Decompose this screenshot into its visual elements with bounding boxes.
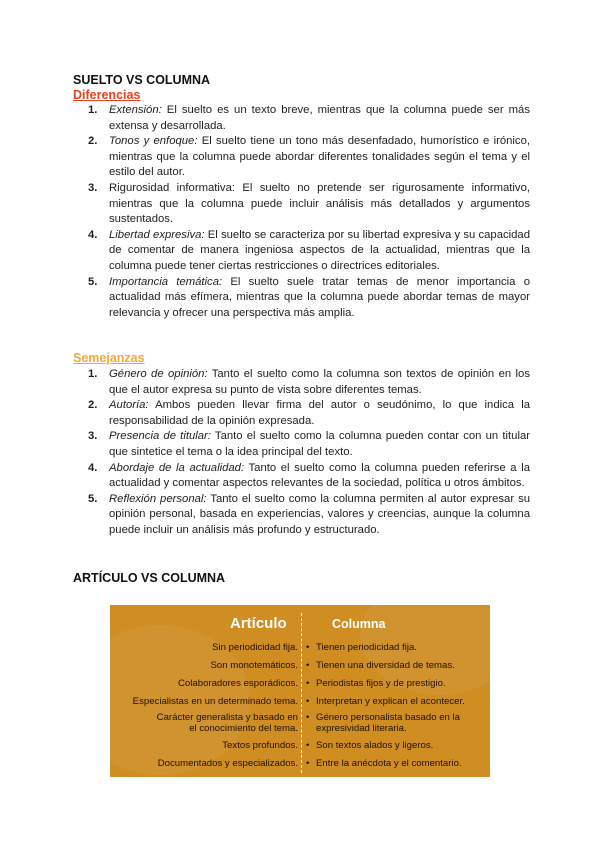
columna-item: • Son textos alados y ligeros. (306, 740, 434, 751)
articulo-item: Carácter generalista y basado en el conocimiento del tema. (156, 712, 298, 735)
similarities-heading: Semejanzas (73, 351, 145, 365)
bullet-icon: • (306, 660, 310, 671)
comparison-diagram (110, 605, 490, 777)
list-item: 2. Autoría: Ambos pueden llevar firma del autor o seudónimo, lo que indica la responsabilidad de la opinión expresada. (88, 399, 530, 427)
columna-item: • Género personalista basado en la expresividad literaria. (306, 712, 461, 735)
list-item: 3. Rigurosidad informativa: El suelto no pretende ser rigurosamente informativo, mientras que la columna puede incluir análisis más detallados y argumentos sustentados. (88, 181, 530, 226)
articulo-title: Artículo (230, 615, 287, 632)
list-item: 4. Libertad expresiva: El suelto se caracteriza por su libertad expresiva y su capacidad de comentar de manera ingeniosa aspectos de la actualidad, mientras que la columna puede tener ciertas restricciones o directrices editoriales. (88, 228, 530, 272)
articulo-item: Son monotemáticos. (210, 660, 298, 671)
columna-item: • Tienen periodicidad fija. (306, 642, 417, 653)
articulo-item: Especialistas en un determinado tema. (132, 696, 298, 707)
column-divider (301, 613, 303, 773)
columna-item: • Periodistas fijos y de prestigio. (306, 678, 446, 689)
section-title-articulo-vs-columna: ARTÍCULO VS COLUMNA (73, 571, 226, 585)
list-item: 4. Abordaje de la actualidad: Tanto el suelto como la columna pueden referirse a la actualidad y comentar aspectos relevantes de la sociedad, política u otros ámbitos. (88, 461, 531, 490)
bullet-icon: • (306, 712, 310, 723)
differences-heading: Diferencias (73, 88, 141, 102)
list-item: 3. Presencia de titular: Tanto el suelto como la columna pueden contar con un titular que sintetice el tema o la idea principal del texto. (88, 430, 531, 458)
similarities-list (88, 367, 530, 539)
bullet-icon: • (306, 758, 310, 769)
columna-item: • Tienen una diversidad de temas. (306, 660, 455, 671)
columna-title: Columna (332, 617, 386, 631)
bullet-icon: • (306, 696, 310, 707)
articulo-item: Colaboradores esporádicos. (178, 678, 298, 689)
bullet-icon: • (306, 678, 310, 689)
bullet-icon: • (306, 642, 310, 653)
section-title-suelto-vs-columna: SUELTO VS COLUMNA (73, 73, 211, 87)
columna-item: • Entre la anécdota y el comentario. (306, 758, 462, 769)
columna-item: • Interpretan y explican el acontecer. (306, 696, 465, 707)
articulo-item: Documentados y especializados. (157, 758, 298, 769)
list-item: 1. Género de opinión: Tanto el suelto como la columna son textos de opinión en los que el autor expresa su punto de vista sobre diferentes temas. (88, 368, 530, 396)
articulo-item: Sin periodicidad fija. (212, 642, 298, 653)
list-item: 2. Tonos y enfoque: El suelto tiene un tono más desenfadado, humorístico e irónico, mientras que la columna puede abordar diferentes tonalidades según el tema y el estilo del autor. (88, 135, 530, 179)
differences-list (88, 103, 530, 321)
list-item: 5. Reflexión personal: Tanto el suelto como la columna permiten al autor expresar su opinión personal, basada en experiencias, valores y creencias, aunque la columna puede incluir un análisis más profundo y estructurado. (88, 492, 531, 536)
list-item: 5. Importancia temática: El suelto suele tratar temas de menor importancia o actualidad más efímera, mientras que la columna puede abordar temas de mayor relevancia y ofrecer una perspectiva más amplia. (88, 275, 530, 319)
list-item: 1. Extensión: El suelto es un texto breve, mientras que la columna puede ser más extensa y desarrollada. (88, 104, 530, 132)
articulo-item: Textos profundos. (222, 740, 298, 751)
bullet-icon: • (306, 740, 310, 751)
